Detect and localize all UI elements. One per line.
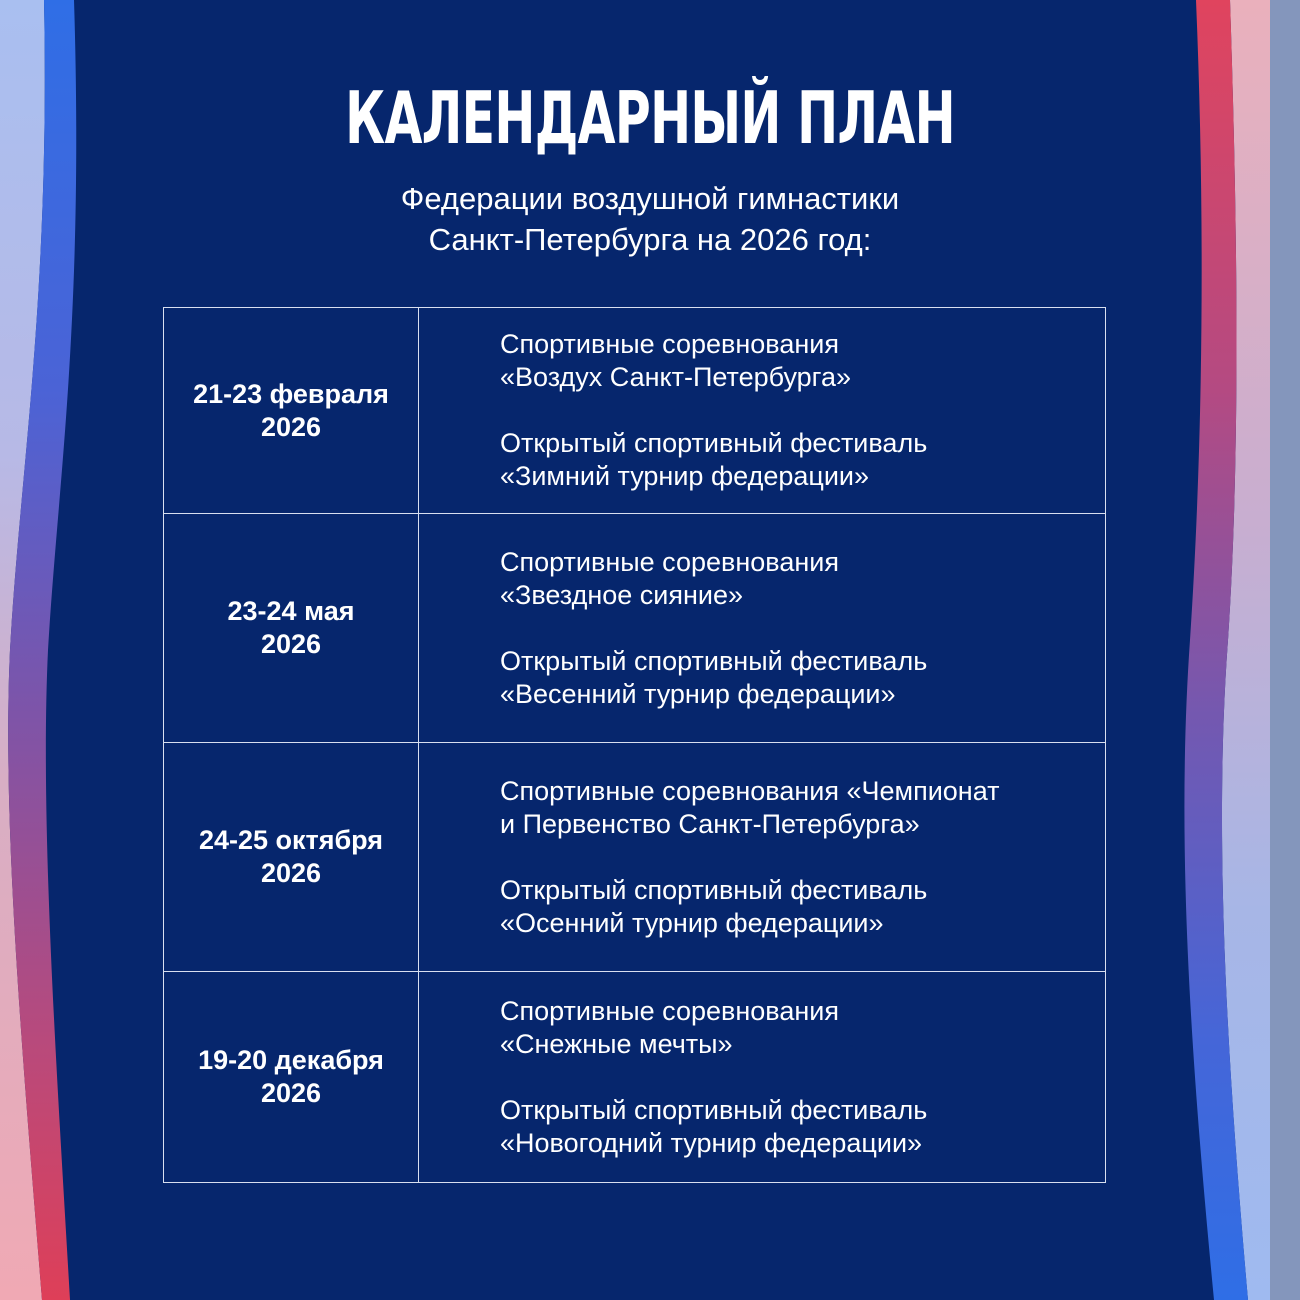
event-type: Открытый спортивный фестиваль bbox=[500, 874, 928, 905]
page-title: КАЛЕНДАРНЫЙ ПЛАН bbox=[345, 76, 955, 160]
date-cell bbox=[164, 308, 419, 514]
event-name: «Весенний турнир федерации» bbox=[500, 678, 896, 709]
event-type: Спортивные соревнования bbox=[500, 546, 839, 577]
event-name: «Осенний турнир федерации» bbox=[500, 907, 884, 938]
table-row bbox=[164, 972, 1106, 1183]
events-cell bbox=[419, 308, 1106, 514]
date-year: 2026 bbox=[260, 858, 322, 888]
event-item bbox=[500, 546, 1105, 612]
event-item bbox=[500, 775, 1105, 841]
events-cell bbox=[419, 514, 1106, 743]
event-type: Спортивные соревнования «Чемпионат bbox=[500, 775, 1000, 806]
date-year: 2026 bbox=[260, 1078, 322, 1108]
event-item bbox=[500, 1094, 1105, 1160]
event-item bbox=[500, 645, 1105, 711]
date-cell bbox=[164, 743, 419, 972]
event-name: «Снежные мечты» bbox=[500, 1028, 733, 1059]
date-year: 2026 bbox=[260, 411, 322, 442]
event-item bbox=[500, 427, 1105, 493]
subtitle-line-1: Федерации воздушной гимнастики bbox=[400, 181, 900, 216]
date-range: 23-24 мая bbox=[227, 596, 355, 626]
date-range: 19-20 декабря bbox=[198, 1045, 384, 1075]
event-name: «Зимний турнир федерации» bbox=[500, 461, 870, 491]
schedule-table bbox=[163, 307, 1106, 1183]
date-year: 2026 bbox=[260, 629, 322, 659]
table-row bbox=[164, 308, 1106, 514]
event-type: Спортивные соревнования bbox=[500, 329, 839, 359]
event-name: «Воздух Санкт-Петербурга» bbox=[500, 362, 851, 392]
event-type: Открытый спортивный фестиваль bbox=[500, 645, 928, 676]
event-name: «Звездное сияние» bbox=[500, 579, 743, 610]
event-type: Открытый спортивный фестиваль bbox=[500, 1094, 928, 1125]
date-range: 21-23 февраля bbox=[193, 378, 389, 409]
date-cell bbox=[164, 972, 419, 1183]
event-item bbox=[500, 995, 1105, 1061]
event-name: «Новогодний турнир федерации» bbox=[500, 1127, 923, 1158]
table-row bbox=[164, 743, 1106, 972]
date-cell bbox=[164, 514, 419, 743]
events-cell bbox=[419, 743, 1106, 972]
table-row bbox=[164, 514, 1106, 743]
event-item bbox=[500, 328, 1105, 394]
event-type: Открытый спортивный фестиваль bbox=[500, 428, 928, 458]
page-subtitle bbox=[250, 178, 1050, 260]
subtitle-line-2: Санкт-Петербурга на 2026 год: bbox=[428, 222, 872, 257]
event-name: и Первенство Санкт-Петербурга» bbox=[500, 808, 920, 839]
date-range: 24-25 октября bbox=[198, 825, 384, 855]
event-type: Спортивные соревнования bbox=[500, 995, 839, 1026]
events-cell bbox=[419, 972, 1106, 1183]
event-item bbox=[500, 874, 1105, 940]
